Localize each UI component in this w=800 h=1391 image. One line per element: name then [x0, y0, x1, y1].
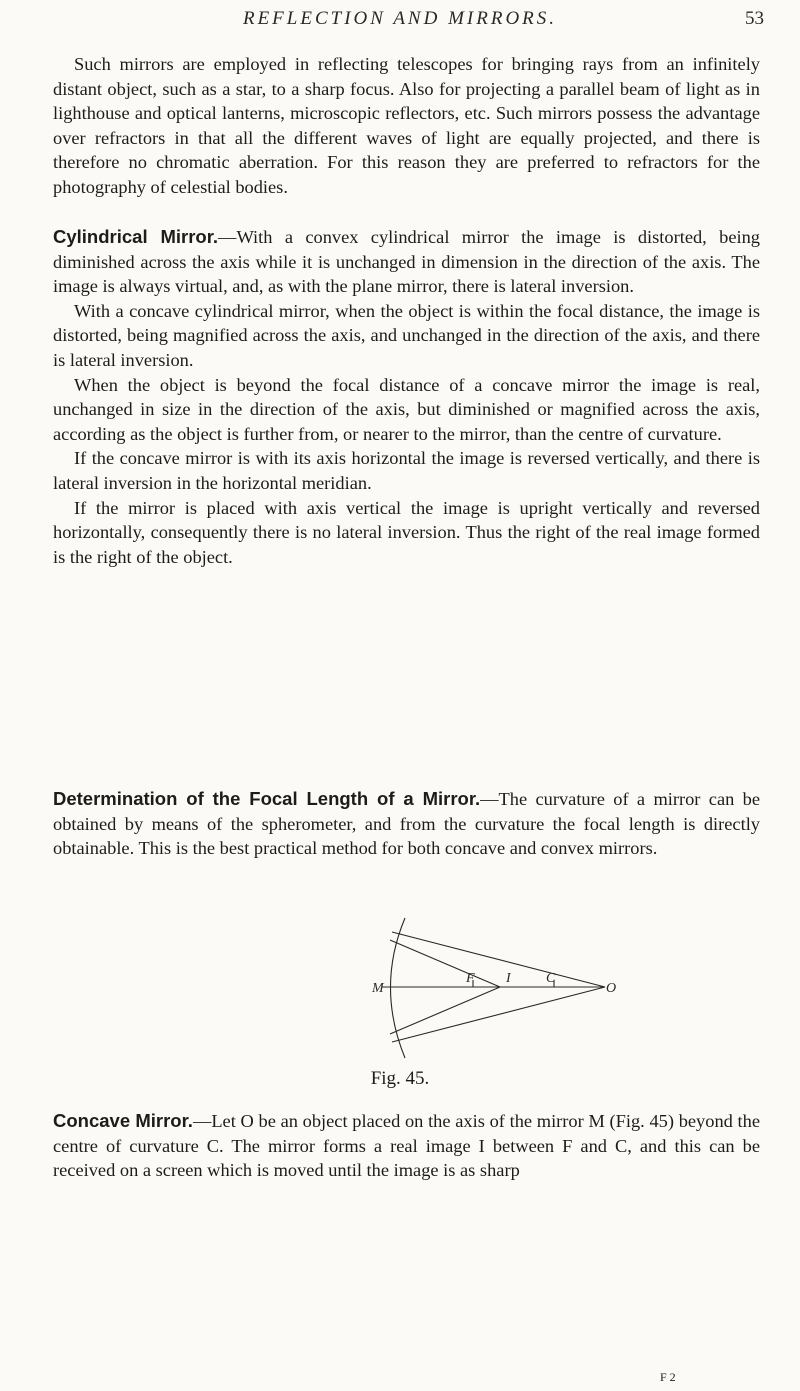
label-f: F	[466, 971, 475, 986]
intro-text	[53, 52, 760, 200]
concave-paragraph	[53, 1109, 760, 1183]
ray-lower-incident	[392, 987, 605, 1042]
label-m: M	[372, 981, 384, 996]
cylindrical-lead: —With a convex cylindrical mirror the image is distorted, being diminished across the axis while it is unchanged in dimension in the direction of the axis. The image is always virtual, and, as with the plane mirror, there is lateral inversion.	[53, 227, 760, 297]
concave-section	[53, 1109, 760, 1183]
ray-upper-incident	[392, 932, 605, 987]
cylindrical-section	[53, 225, 760, 569]
cylindrical-heading: Cylindrical Mirror.	[53, 226, 219, 247]
signature-mark: F 2	[660, 1370, 676, 1384]
running-title: REFLECTION AND MIRRORS.	[242, 8, 558, 29]
label-c: C	[546, 971, 556, 986]
intro-paragraph: Such mirrors are employed in reflecting telescopes for bringing rays from an infinitely distant object, such as a star, to a sharp focus. Also for projecting a parallel beam of light as in lighthouse and optical lanterns, microscopic reflectors, etc. Such mirrors possess the advantage over refractors in that all the different waves of light are equally projected, and there is therefore no chromatic aberration. For this reason they are preferred to refractors for the photography of celestial bodies.	[53, 54, 760, 197]
concave-mirror-arc	[391, 918, 406, 1058]
ray-upper-reflected	[390, 940, 500, 987]
focal-section	[53, 787, 760, 861]
focal-lead: —The curvature of a mirror can be obtained by means of the spherometer, and from the curvature the focal length is directly obtainable. This is the best practical method for both concave and convex mirrors.	[53, 789, 761, 859]
cylindrical-paragraph: When the object is beyond the focal distance of a concave mirror the image is real, unchanged in size in the direction of the axis, but diminished or magnified across the axis, according as the object is further from, or nearer to the mirror, than the centre of curvature.	[53, 374, 760, 444]
focal-heading: Determination of the Focal Length of a Mirror.	[53, 788, 481, 809]
concave-lead: —Let O be an object placed on the axis of the mirror M (Fig. 45) beyond the centre of curvature C. The mirror forms a real image I between F and C, and this can be received on a screen which is moved until the image is as sharp	[53, 1111, 761, 1181]
figure-45-ray-diagram	[300, 910, 640, 1065]
label-o: O	[606, 981, 617, 996]
label-i: I	[506, 971, 511, 986]
cylindrical-paragraph: If the concave mirror is with its axis horizontal the image is reversed vertically, and there is lateral inversion in the horizontal meridian.	[53, 448, 760, 493]
page-number: 53	[745, 8, 764, 29]
concave-heading: Concave Mirror.	[53, 1110, 193, 1131]
running-head	[0, 8, 800, 38]
cylindrical-paragraph: If the mirror is placed with axis vertical the image is upright vertically and reversed horizontally, consequently there is no lateral inversion. Thus the right of the real image formed is the right of the object.	[53, 497, 760, 567]
figure-caption: Fig. 45.	[370, 1068, 430, 1089]
cylindrical-paragraph: With a concave cylindrical mirror, when the object is within the focal distance, the image is distorted, being magnified across the axis, and unchanged in the direction of the axis, and there is lateral inversion.	[53, 300, 760, 370]
focal-paragraph	[53, 787, 760, 861]
cylindrical-lead-paragraph	[53, 225, 760, 299]
ray-lower-reflected	[390, 987, 500, 1034]
